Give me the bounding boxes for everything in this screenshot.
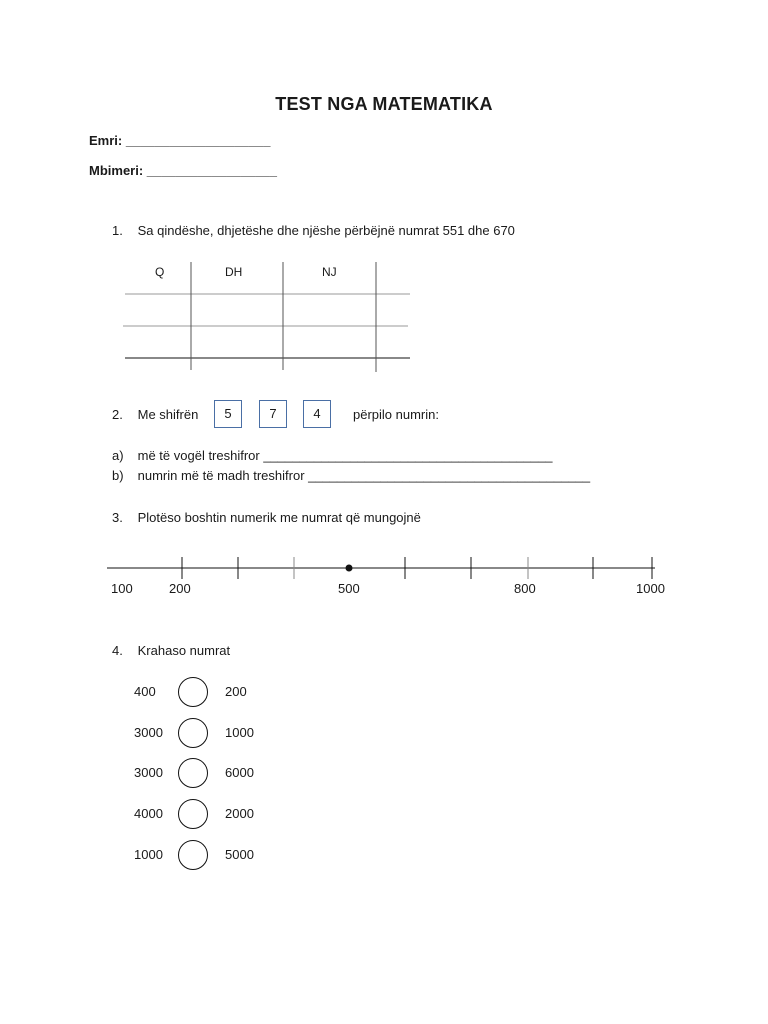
compare-right-5: 5000 (225, 847, 254, 862)
question-2-number: 2. (112, 407, 123, 422)
surname-field: Mbimeri: __________________ (89, 163, 277, 178)
number-line-label-100: 100 (111, 581, 133, 596)
point-500 (346, 565, 353, 572)
name-field: Emri: ____________________ (89, 133, 271, 148)
number-line-label-500: 500 (338, 581, 360, 596)
question-1 (112, 223, 515, 238)
question-2 (112, 407, 198, 422)
compare-right-1: 200 (225, 684, 247, 699)
digit-box-1: 5 (214, 400, 242, 428)
answer-a-marker: a) (112, 448, 124, 463)
compare-circle-4[interactable] (178, 799, 208, 829)
compare-circle-2[interactable] (178, 718, 208, 748)
page-title: TEST NGA MATEMATIKA (275, 94, 493, 114)
question-3 (112, 510, 421, 525)
question-1-number: 1. (112, 223, 123, 238)
place-value-grid (123, 262, 410, 372)
compare-left-1: 400 (134, 684, 156, 699)
digit-box-2: 7 (259, 400, 287, 428)
question-4-text: Krahaso numrat (137, 643, 231, 658)
question-4-number: 4. (112, 643, 123, 658)
compare-circle-5[interactable] (178, 840, 208, 870)
number-line-label-800: 800 (514, 581, 536, 596)
answer-a (112, 448, 553, 463)
question-1-text: Sa qindëshe, dhjetëshe dhe njëshe përbëjnë numrat 551 dhe 670 (137, 223, 515, 238)
question-3-text: Plotëso boshtin numerik me numrat që mungojnë (137, 510, 421, 525)
header-dh: DH (225, 265, 243, 279)
compare-right-4: 2000 (225, 806, 254, 821)
answer-b-marker: b) (112, 468, 124, 483)
question-2-suffix: përpilo numrin: (353, 407, 439, 422)
question-3-number: 3. (112, 510, 123, 525)
compare-left-3: 3000 (134, 765, 163, 780)
answer-b (112, 468, 590, 483)
digit-box-3: 4 (303, 400, 331, 428)
answer-b-text: numrin më të madh treshifror _______________________________________ (137, 468, 591, 483)
compare-circle-3[interactable] (178, 758, 208, 788)
answer-a-text: më të vogël treshifror ________________________________________ (137, 448, 553, 463)
number-line (107, 557, 655, 579)
compare-right-3: 6000 (225, 765, 254, 780)
number-line-label-200: 200 (169, 581, 191, 596)
compare-circle-1[interactable] (178, 677, 208, 707)
compare-right-2: 1000 (225, 725, 254, 740)
question-4 (112, 643, 230, 658)
compare-left-2: 3000 (134, 725, 163, 740)
compare-left-4: 4000 (134, 806, 163, 821)
question-2-prefix: Me shifrën (137, 407, 199, 422)
compare-left-5: 1000 (134, 847, 163, 862)
header-nj: NJ (322, 265, 337, 279)
header-q: Q (155, 265, 165, 279)
number-line-label-1000: 1000 (636, 581, 665, 596)
